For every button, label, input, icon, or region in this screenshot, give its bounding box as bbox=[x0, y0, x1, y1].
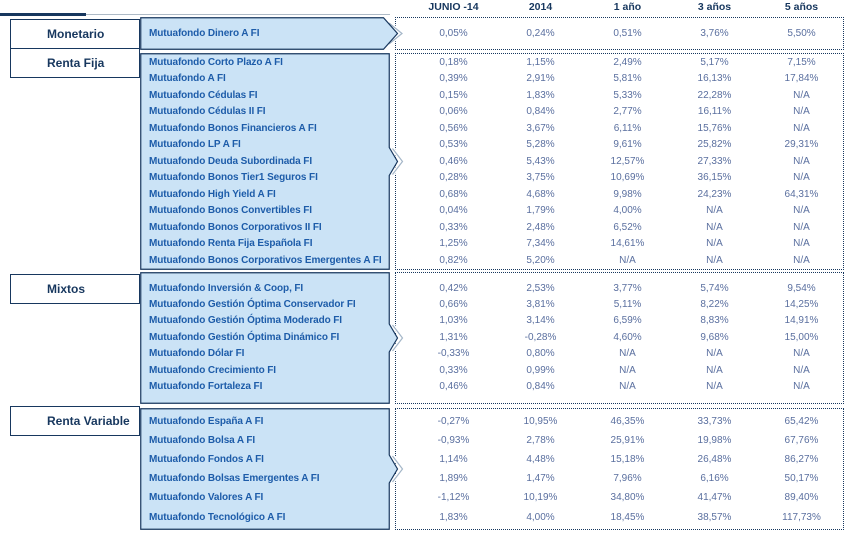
fund-values-row bbox=[410, 121, 845, 138]
value-cell: N/A bbox=[706, 205, 723, 216]
value-cell: 3,14% bbox=[526, 315, 555, 327]
value-cell: 41,47% bbox=[697, 492, 732, 504]
value-cell: 7,15% bbox=[787, 56, 816, 68]
value-cell: 1,31% bbox=[439, 331, 468, 343]
value-cell: 5,20% bbox=[526, 254, 555, 266]
value-cell: 2,78% bbox=[526, 434, 555, 446]
value-cell: -0,93% bbox=[437, 434, 470, 446]
fund-name: Mutuafondo Deuda Subordinada FI bbox=[149, 155, 312, 167]
value-cell: 15,18% bbox=[610, 453, 645, 465]
value-cell: 0,46% bbox=[439, 380, 468, 392]
value-cell: 14,61% bbox=[610, 238, 645, 249]
value-cell: N/A bbox=[793, 221, 810, 233]
top-rule-dark bbox=[0, 13, 86, 16]
value-cell: N/A bbox=[619, 348, 636, 360]
column-header: 2014 bbox=[528, 1, 553, 13]
value-cell: N/A bbox=[619, 254, 636, 266]
value-cell: 1,89% bbox=[439, 473, 468, 485]
fund-names-list bbox=[140, 272, 390, 404]
value-cell: N/A bbox=[619, 364, 636, 376]
value-cell: 2,48% bbox=[526, 221, 555, 233]
fund-values-row bbox=[410, 17, 845, 50]
value-cell: 38,57% bbox=[697, 511, 732, 523]
value-cell: -0,27% bbox=[437, 415, 470, 427]
fund-values-row bbox=[410, 88, 845, 105]
fund-values-row bbox=[410, 363, 845, 379]
fund-values-row bbox=[410, 412, 845, 431]
value-cell: 5,28% bbox=[526, 139, 555, 150]
value-cell: 0,33% bbox=[439, 221, 468, 233]
fund-values-row bbox=[410, 297, 845, 313]
fund-values-row bbox=[410, 469, 845, 488]
value-cell: 27,33% bbox=[697, 155, 732, 167]
value-cell: 6,52% bbox=[613, 221, 642, 233]
value-cell: 2,77% bbox=[613, 106, 642, 117]
value-cell: 46,35% bbox=[610, 415, 645, 427]
value-cell: 1,03% bbox=[439, 315, 468, 327]
value-cell: 67,76% bbox=[784, 434, 819, 446]
value-cell: 25,82% bbox=[697, 139, 732, 150]
value-cell: 5,33% bbox=[613, 89, 642, 101]
value-cell: N/A bbox=[706, 238, 723, 249]
value-cell: 4,00% bbox=[613, 205, 642, 216]
fund-values-row bbox=[410, 488, 845, 507]
value-cell: 1,14% bbox=[439, 453, 468, 465]
value-cell: 0,04% bbox=[439, 205, 468, 216]
value-cell: 117,73% bbox=[782, 511, 821, 523]
value-cell: N/A bbox=[706, 221, 723, 233]
value-cell: 0,05% bbox=[439, 28, 468, 39]
fund-name: Mutuafondo A FI bbox=[149, 73, 226, 84]
value-cell: 3,76% bbox=[700, 28, 729, 39]
fund-name: Mutuafondo Gestión Óptima Dinámico FI bbox=[149, 331, 340, 343]
value-cell: 4,60% bbox=[613, 331, 642, 343]
value-cell: 15,00% bbox=[784, 331, 819, 343]
value-cell: 14,91% bbox=[784, 315, 819, 327]
value-cell: 19,98% bbox=[697, 434, 732, 446]
fund-values-row bbox=[410, 187, 845, 204]
fund-values-row bbox=[410, 450, 845, 469]
value-cell: 89,40% bbox=[784, 492, 819, 504]
fund-name: Mutuafondo Gestión Óptima Conservador FI bbox=[149, 298, 356, 310]
value-cell: 7,96% bbox=[613, 473, 642, 485]
fund-values-row bbox=[410, 313, 845, 329]
value-cell: 15,76% bbox=[697, 122, 732, 134]
column-header: 5 años bbox=[784, 1, 819, 13]
value-cell: 0,82% bbox=[439, 254, 468, 266]
value-cell: 64,31% bbox=[784, 188, 819, 200]
value-cell: 4,68% bbox=[526, 188, 555, 200]
value-cell: N/A bbox=[793, 380, 810, 392]
value-cell: 0,46% bbox=[439, 155, 468, 167]
fund-values-row bbox=[410, 154, 845, 171]
fund-values-row bbox=[410, 253, 845, 270]
value-cell: 2,91% bbox=[526, 73, 555, 84]
column-header-row bbox=[410, 1, 845, 14]
fund-name: Mutuafondo Bonos Financieros A FI bbox=[149, 122, 317, 134]
value-cell: 0,99% bbox=[526, 364, 555, 376]
value-cell: 6,59% bbox=[613, 315, 642, 327]
value-cell: 1,83% bbox=[439, 511, 468, 523]
fund-values-row bbox=[410, 236, 845, 253]
value-cell: 3,67% bbox=[526, 122, 555, 134]
value-cell: 5,81% bbox=[613, 73, 642, 84]
category-mixtos: Mixtos bbox=[10, 274, 140, 304]
value-cell: 0,39% bbox=[439, 73, 468, 84]
value-cell: 0,06% bbox=[439, 106, 468, 117]
value-cell: N/A bbox=[793, 155, 810, 167]
value-cell: 0,66% bbox=[439, 298, 468, 310]
value-cell: 50,17% bbox=[784, 473, 819, 485]
value-cell: 0,24% bbox=[526, 28, 555, 39]
value-cell: 0,28% bbox=[439, 172, 468, 183]
fund-name: Mutuafondo Renta Fija Española FI bbox=[149, 238, 313, 249]
value-cell: 5,43% bbox=[526, 155, 555, 167]
value-cell: 29,31% bbox=[784, 139, 819, 150]
fund-name: Mutuafondo Bonos Tier1 Seguros FI bbox=[149, 172, 318, 183]
value-cell: N/A bbox=[793, 89, 810, 101]
value-cell: 4,48% bbox=[526, 453, 555, 465]
value-cell: 17,84% bbox=[784, 73, 819, 84]
fund-values-row bbox=[410, 71, 845, 88]
value-cell: 34,80% bbox=[610, 492, 645, 504]
fund-values-row bbox=[410, 55, 845, 72]
value-cell: -0,33% bbox=[437, 348, 470, 360]
value-cell: 22,28% bbox=[697, 89, 732, 101]
fund-values-row bbox=[410, 104, 845, 121]
value-cell: 1,83% bbox=[526, 89, 555, 101]
value-cell: 26,48% bbox=[697, 453, 732, 465]
value-cell: 1,79% bbox=[526, 205, 555, 216]
value-cell: N/A bbox=[793, 348, 810, 360]
value-cell: 0,33% bbox=[439, 364, 468, 376]
value-cell: 2,53% bbox=[526, 282, 555, 294]
fund-name: Mutuafondo Fondos A FI bbox=[149, 453, 264, 465]
fund-values-row bbox=[410, 281, 845, 297]
fund-values-row bbox=[410, 431, 845, 450]
value-cell: N/A bbox=[706, 348, 723, 360]
value-cell: 9,61% bbox=[613, 139, 642, 150]
value-cell: 5,50% bbox=[787, 28, 816, 39]
value-cell: 25,91% bbox=[610, 434, 645, 446]
value-cell: N/A bbox=[793, 205, 810, 216]
fund-name: Mutuafondo España A FI bbox=[149, 415, 264, 427]
fund-names-list bbox=[140, 408, 390, 530]
value-cell: 8,83% bbox=[700, 315, 729, 327]
fund-values-row bbox=[410, 346, 845, 362]
value-cell: N/A bbox=[793, 122, 810, 134]
fund-names-list bbox=[140, 17, 390, 50]
value-cell: 8,22% bbox=[700, 298, 729, 310]
value-cell: 9,68% bbox=[700, 331, 729, 343]
value-cell: N/A bbox=[793, 238, 810, 249]
column-header: JUNIO -14 bbox=[428, 1, 479, 13]
value-cell: 6,11% bbox=[613, 122, 642, 134]
value-cell: 1,15% bbox=[526, 56, 555, 68]
fund-name: Mutuafondo Gestión Óptima Moderado FI bbox=[149, 315, 342, 327]
value-cell: 9,98% bbox=[613, 188, 642, 200]
category-renta-variable: Renta Variable bbox=[10, 406, 140, 436]
fund-names-list bbox=[140, 53, 390, 270]
value-cell: 0,84% bbox=[526, 380, 555, 392]
value-cell: 16,11% bbox=[697, 106, 732, 117]
value-cell: 3,75% bbox=[526, 172, 555, 183]
value-cell: N/A bbox=[706, 380, 723, 392]
fund-name: Mutuafondo Bonos Convertibles FI bbox=[149, 205, 312, 216]
fund-name: Mutuafondo Dólar FI bbox=[149, 348, 245, 360]
value-cell: 6,16% bbox=[700, 473, 729, 485]
value-cell: 0,51% bbox=[613, 28, 642, 39]
value-cell: 16,13% bbox=[697, 73, 732, 84]
value-cell: 33,73% bbox=[697, 415, 732, 427]
fund-name: Mutuafondo Dinero A FI bbox=[149, 28, 260, 39]
value-cell: 86,27% bbox=[784, 453, 819, 465]
value-cell: 65,42% bbox=[784, 415, 819, 427]
fund-values-row bbox=[410, 220, 845, 237]
category-renta-fija: Renta Fija bbox=[10, 48, 140, 78]
value-cell: 9,54% bbox=[787, 282, 816, 294]
value-cell: 0,68% bbox=[439, 188, 468, 200]
value-cell: 18,45% bbox=[610, 511, 645, 523]
fund-values-row bbox=[410, 203, 845, 220]
value-cell: 36,15% bbox=[697, 172, 732, 183]
value-cell: N/A bbox=[793, 364, 810, 376]
value-cell: 0,56% bbox=[439, 122, 468, 134]
value-cell: 5,74% bbox=[700, 282, 729, 294]
top-rule-light bbox=[86, 14, 390, 15]
value-cell: N/A bbox=[706, 254, 723, 266]
value-cell: 10,69% bbox=[610, 172, 645, 183]
fund-name: Mutuafondo Valores A FI bbox=[149, 492, 264, 504]
value-cell: 0,53% bbox=[439, 139, 468, 150]
fund-name: Mutuafondo Bonos Corporativos II FI bbox=[149, 221, 322, 233]
fund-name: Mutuafondo Tecnológico A FI bbox=[149, 511, 286, 523]
fund-values-row bbox=[410, 170, 845, 187]
fund-name: Mutuafondo LP A FI bbox=[149, 139, 241, 150]
value-cell: 3,77% bbox=[613, 282, 642, 294]
value-cell: 0,15% bbox=[439, 89, 468, 101]
fund-values-row bbox=[410, 508, 845, 527]
value-cell: N/A bbox=[793, 254, 810, 266]
fund-name: Mutuafondo Bonos Corporativos Emergentes A FI bbox=[149, 254, 382, 266]
value-cell: N/A bbox=[706, 364, 723, 376]
fund-values-row bbox=[410, 137, 845, 154]
value-cell: 0,80% bbox=[526, 348, 555, 360]
value-cell: -1,12% bbox=[437, 492, 470, 504]
value-cell: 2,49% bbox=[613, 56, 642, 68]
value-cell: 0,84% bbox=[526, 106, 555, 117]
value-cell: 4,00% bbox=[526, 511, 555, 523]
value-cell: N/A bbox=[793, 172, 810, 183]
fund-name: Mutuafondo Cédulas FI bbox=[149, 89, 258, 101]
value-cell: 10,19% bbox=[523, 492, 558, 504]
value-cell: N/A bbox=[619, 380, 636, 392]
column-header: 1 año bbox=[613, 1, 642, 13]
fund-name: Mutuafondo Crecimiento FI bbox=[149, 364, 276, 376]
value-cell: 0,18% bbox=[439, 56, 468, 68]
value-cell: 24,23% bbox=[697, 188, 732, 200]
fund-name: Mutuafondo Corto Plazo A FI bbox=[149, 56, 283, 68]
fund-values-row bbox=[410, 379, 845, 395]
fund-name: Mutuafondo Cédulas II FI bbox=[149, 106, 266, 117]
value-cell: 7,34% bbox=[526, 238, 555, 249]
value-cell: 12,57% bbox=[610, 155, 645, 167]
value-cell: 5,17% bbox=[700, 56, 729, 68]
value-cell: 14,25% bbox=[784, 298, 819, 310]
value-cell: N/A bbox=[793, 106, 810, 117]
value-cell: 3,81% bbox=[526, 298, 555, 310]
value-cell: 0,42% bbox=[439, 282, 468, 294]
fund-name: Mutuafondo Bolsas Emergentes A FI bbox=[149, 473, 320, 485]
category-monetario: Monetario bbox=[10, 19, 140, 49]
value-cell: 5,11% bbox=[613, 298, 642, 310]
fund-name: Mutuafondo Bolsa A FI bbox=[149, 434, 256, 446]
value-cell: 1,47% bbox=[526, 473, 555, 485]
value-cell: 10,95% bbox=[523, 415, 558, 427]
fund-values-row bbox=[410, 330, 845, 346]
column-header: 3 años bbox=[697, 1, 732, 13]
fund-name: Mutuafondo Fortaleza FI bbox=[149, 380, 263, 392]
fund-name: Mutuafondo High Yield A FI bbox=[149, 188, 276, 200]
fund-name: Mutuafondo Inversión & Coop, FI bbox=[149, 282, 304, 294]
value-cell: -0,28% bbox=[524, 331, 557, 343]
value-cell: 1,25% bbox=[439, 238, 468, 249]
